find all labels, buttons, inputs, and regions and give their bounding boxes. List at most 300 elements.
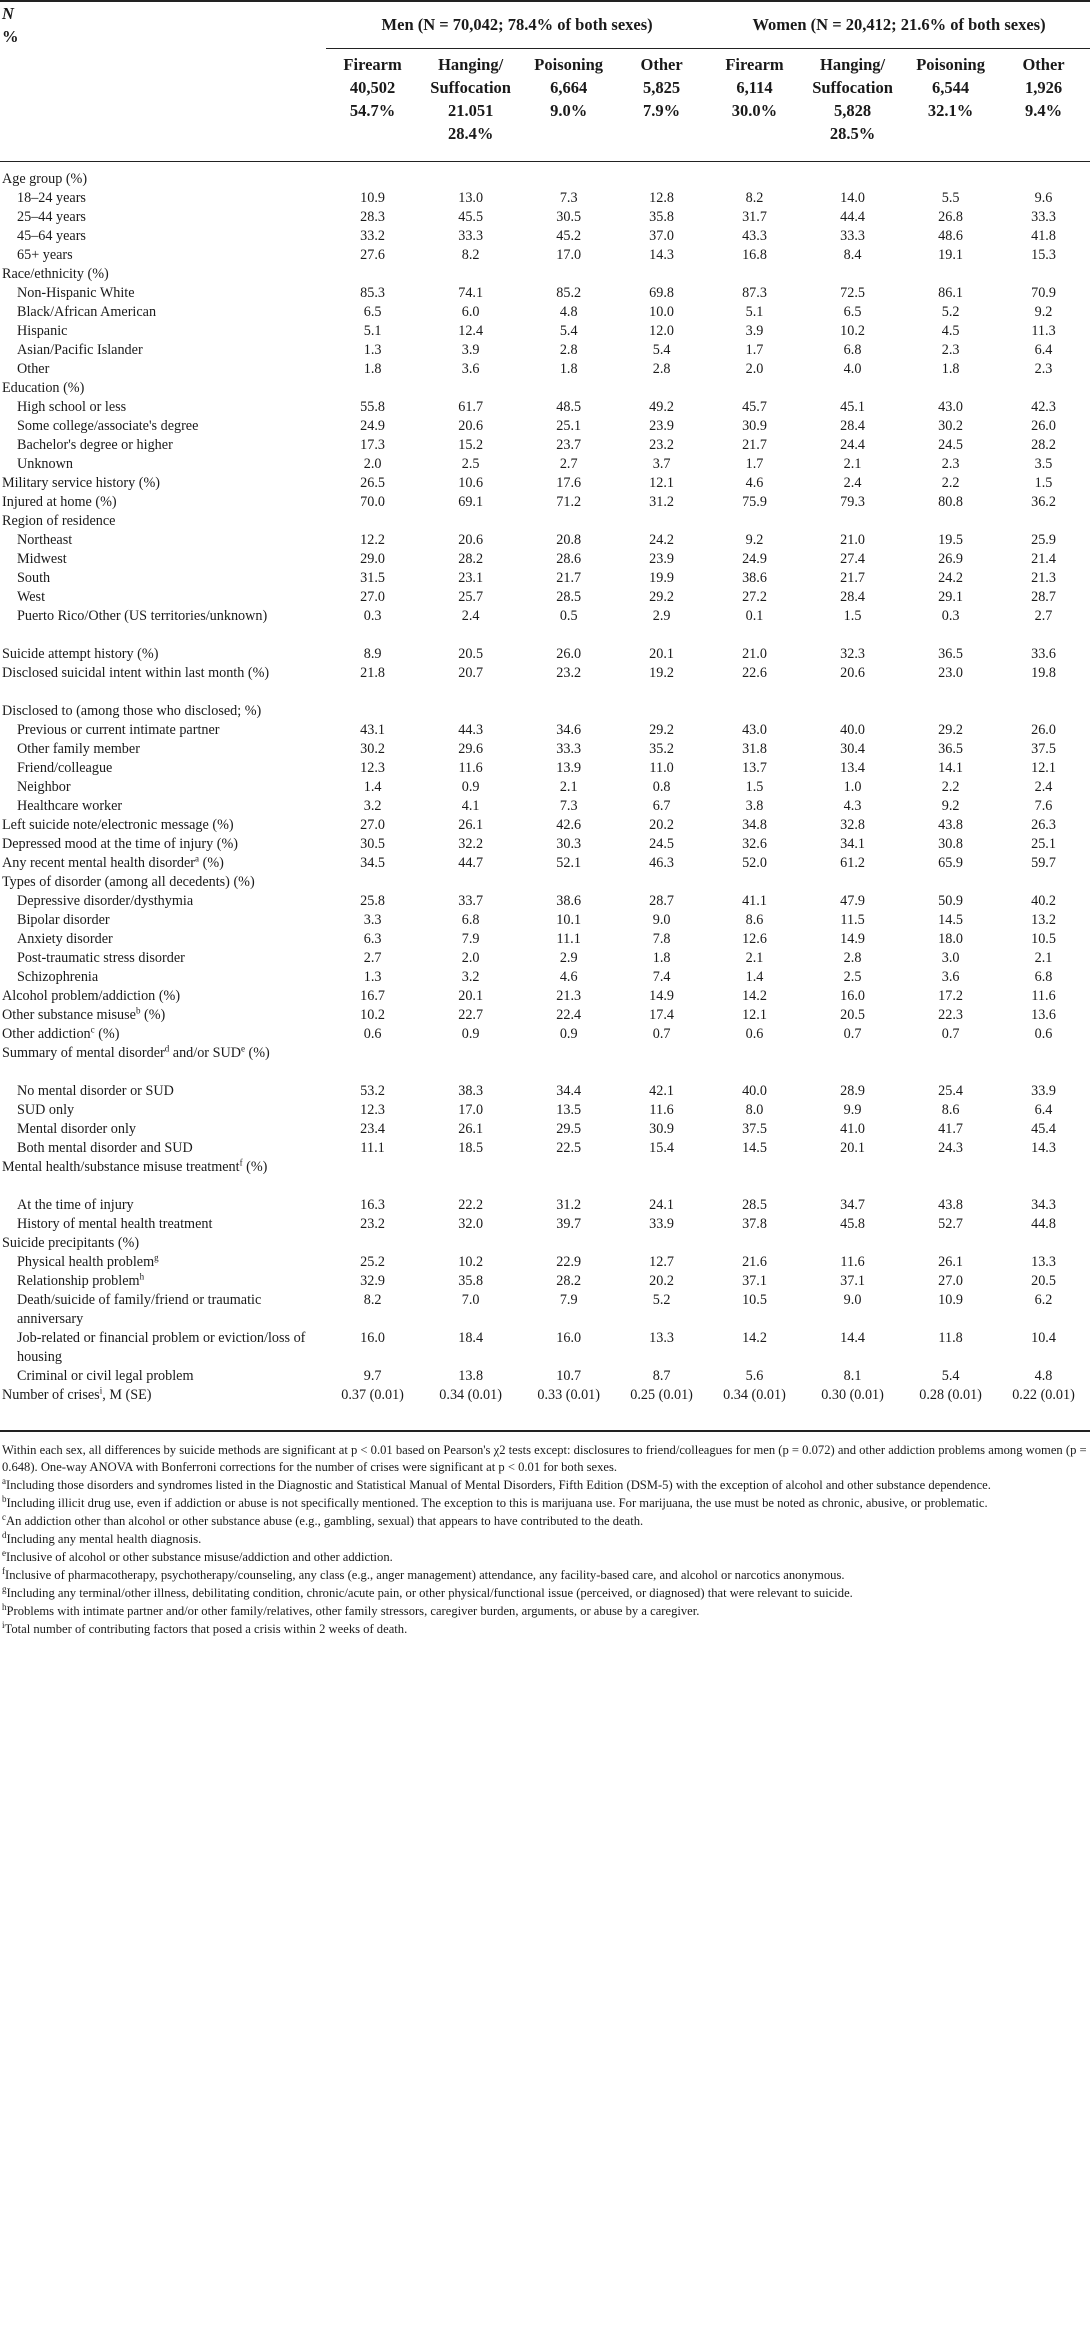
table-cell: 23.7 [556,436,582,453]
table-cell: 23.2 [360,1215,385,1232]
table-cell: 33.9 [649,1215,674,1232]
table-cell: 27.4 [840,550,865,567]
table-cell: 69.8 [649,284,674,301]
table-cell: 29.2 [938,721,963,738]
table-cell: 26.0 [1031,417,1056,434]
table-cell: 11.6 [840,1253,865,1270]
row-label [0,797,326,816]
table-cell: 31.8 [742,740,767,757]
column-header-line: 5,828 [833,100,872,120]
table-cell: 37.0 [649,227,674,244]
table-cell: 14.2 [742,1329,767,1346]
table-cell: 7.3 [559,189,578,206]
row-label-text: Depressive disorder/dysthymia [17,892,194,909]
table-cell [326,702,419,721]
table-cell [801,1158,904,1196]
row-label-text: Both mental disorder and SUD [17,1139,193,1156]
table-row [0,930,1090,949]
table-cell: 23.9 [649,550,674,567]
table-cell: 26.1 [458,816,484,833]
table-cell: 2.8 [843,949,862,966]
table-cell [522,1234,615,1253]
row-label-text: No mental disorder or SUD [17,1082,174,1099]
column-header-line: 5,825 [643,77,681,97]
table-row [0,892,1090,911]
table-row [0,1386,1090,1431]
row-label-text: 18–24 years [17,189,86,206]
table-cell: 55.8 [360,398,385,415]
table-cell: 5.1 [745,303,764,320]
table-cell: 9.2 [1034,303,1053,320]
table-cell [904,379,997,398]
table-row [0,664,1090,702]
table-cell: 2.5 [461,455,480,472]
table-cell: 6.2 [1034,1291,1053,1308]
table-cell: 23.0 [938,664,963,681]
table-cell: 4.5 [941,322,960,339]
table-cell: 47.9 [840,892,865,909]
table-cell: 25.7 [458,588,484,605]
row-label [0,588,326,607]
row-label-text: Midwest [17,550,67,567]
row-label-text: South [17,569,51,586]
table-cell: 5.1 [363,322,382,339]
row-label [0,1044,326,1082]
table-row [0,816,1090,835]
table-cell: 24.9 [742,550,767,567]
row-label-text: History of mental health treatment [17,1215,213,1232]
row-label-text: Physical health problem [17,1253,155,1270]
row-label-text: Any recent mental health disorder [2,854,196,871]
table-cell: 45.4 [1031,1120,1056,1137]
row-label [0,1234,326,1253]
row-label [0,645,326,664]
table-cell: 21.8 [360,664,385,681]
column-header-line: 9.4% [1024,100,1063,120]
table-row [0,702,1090,721]
table-cell [997,1044,1090,1082]
table-cell: 13.8 [458,1367,484,1384]
table-cell: 37.5 [1031,740,1056,757]
table-cell: 2.0 [745,360,764,377]
column-header-line: 21.051 [447,100,494,120]
row-label-text: Job-related or financial problem or eviction/loss of housing [17,1329,306,1365]
table-cell: 8.6 [941,1101,960,1118]
table-cell [522,512,615,531]
table-cell: 22.6 [742,664,767,681]
table-row [0,911,1090,930]
table-cell: 1.8 [559,360,578,377]
row-label [0,607,326,645]
table-cell: 10.5 [742,1291,767,1308]
table-cell: 31.5 [360,569,385,586]
row-label [0,930,326,949]
column-header-line: Other [640,54,683,74]
table-cell: 27.0 [360,816,385,833]
table-row [0,189,1090,208]
table-cell: 23.2 [556,664,582,681]
column-header [326,48,419,161]
row-label-text: Neighbor [17,778,71,795]
table-cell: 2.5 [843,968,862,985]
table-cell: 12.1 [649,474,674,491]
table-cell: 1.3 [363,341,382,358]
header-spacer [0,48,326,161]
table-cell [615,161,708,189]
table-cell: 17.3 [360,436,385,453]
table-cell: 32.6 [742,835,767,852]
table-cell: 36.5 [938,740,963,757]
row-label [0,854,326,873]
table-cell: 14.1 [938,759,963,776]
table-cell: 34.1 [840,835,865,852]
row-label-suffix: (%) [242,1158,268,1175]
table-cell: 2.4 [461,607,480,624]
footnote-marker: e [2,1547,6,1558]
footnote [2,1495,1088,1512]
table-cell: 5.4 [652,341,671,358]
table-cell: 2.3 [941,455,960,472]
table-cell [997,1234,1090,1253]
table-cell: 10.9 [938,1291,963,1308]
table-cell: 86.1 [938,284,963,301]
table-cell [801,702,904,721]
table-cell [522,161,615,189]
table-row [0,1196,1090,1215]
table-cell [419,873,522,892]
table-row [0,360,1090,379]
table-cell [904,1234,997,1253]
table-cell: 45.2 [556,227,582,244]
row-label [0,987,326,1006]
table-row [0,398,1090,417]
footnote-marker: c [2,1511,6,1522]
table-cell: 12.2 [360,531,385,548]
table-cell: 25.1 [556,417,582,434]
table-row [0,1006,1090,1025]
row-label [0,740,326,759]
table-row [0,531,1090,550]
table-cell: 30.5 [556,208,582,225]
table-cell: 8.0 [745,1101,764,1118]
table-cell: 40.0 [742,1082,767,1099]
table-cell [419,1044,522,1082]
table-cell: 41.1 [742,892,767,909]
table-cell: 1.5 [1034,474,1053,491]
table-cell: 30.5 [360,835,385,852]
table-row [0,550,1090,569]
table-cell: 20.5 [1031,1272,1056,1289]
table-cell: 3.7 [652,455,671,472]
table-cell [708,873,801,892]
table-cell: 0.9 [461,778,480,795]
column-header-line: Hanging/ [438,54,504,74]
table-cell: 7.9 [559,1291,578,1308]
table-cell: 11.6 [1031,987,1056,1004]
row-label [0,493,326,512]
table-row [0,227,1090,246]
table-cell: 30.9 [649,1120,674,1137]
table-cell: 27.2 [742,588,767,605]
table-row [0,474,1090,493]
row-label-text: Types of disorder (among all decedents) (%) [2,873,255,890]
row-label-text: Alcohol problem/addiction (%) [2,987,181,1004]
table-cell: 22.5 [556,1139,582,1156]
table-row [0,987,1090,1006]
row-label-text: Military service history (%) [2,474,160,491]
table-row [0,208,1090,227]
men-group-header: Men (N = 70,042; 78.4% of both sexes) [326,1,708,48]
table-cell: 3.3 [363,911,382,928]
table-cell [708,702,801,721]
table-cell: 3.8 [745,797,764,814]
table-cell: 9.2 [941,797,960,814]
row-label [0,1329,326,1367]
table-footnotes [0,1432,1090,1638]
row-label [0,1272,326,1291]
row-label [0,1158,326,1196]
table-cell: 43.3 [742,227,767,244]
row-label-text: 45–64 years [17,227,86,244]
table-cell [801,1234,904,1253]
row-label [0,702,326,721]
table-cell: 52.1 [556,854,582,871]
table-cell: 26.0 [1031,721,1056,738]
table-cell [904,873,997,892]
table-cell: 70.9 [1031,284,1056,301]
table-row [0,569,1090,588]
row-label [0,968,326,987]
table-cell: 22.4 [556,1006,582,1023]
column-header [419,48,522,161]
table-cell: 33.3 [458,227,484,244]
row-label-suffix: (%) [140,1006,166,1023]
table-cell: 7.6 [1034,797,1053,814]
row-label [0,474,326,493]
table-cell [801,873,904,892]
table-cell: 0.30 (0.01) [801,1386,904,1431]
row-label-text: Other addiction [2,1025,91,1042]
table-cell: 1.7 [745,455,764,472]
table-cell: 28.2 [556,1272,582,1289]
table-cell: 29.2 [649,588,674,605]
table-cell: 31.7 [742,208,767,225]
table-cell [419,1234,522,1253]
table-cell: 2.0 [363,455,382,472]
table-cell [326,1158,419,1196]
table-cell: 20.1 [458,987,484,1004]
table-row [0,645,1090,664]
footnote [2,1442,1088,1476]
table-cell: 2.2 [941,778,960,795]
table-cell: 0.7 [941,1025,960,1042]
row-label-text: Age group (%) [2,170,88,187]
table-cell: 20.7 [458,664,484,681]
table-cell [326,379,419,398]
row-label-suffix: (%) [94,1025,120,1042]
table-cell [708,1158,801,1196]
row-label-text: Previous or current intimate partner [17,721,220,738]
table-cell: 29.0 [360,550,385,567]
table-cell [997,265,1090,284]
table-cell: 22.7 [458,1006,484,1023]
table-cell: 34.5 [360,854,385,871]
footnote-text: Within each sex, all differences by suicide methods are significant at p < 0.01 based on Pearson's χ2 tests except: disclosures to friend/colleagues for men (p = 0.072) and other addiction problems among women (p = 0.648). One-way ANOVA with Bonferroni corrections for the number of crises were significant at p < 0.01 for both sexes. [2,1442,1087,1474]
table-cell: 0.6 [363,1025,382,1042]
table-cell [801,161,904,189]
table-cell: 1.8 [941,360,960,377]
table-cell [904,1158,997,1196]
table-cell: 21.3 [1031,569,1056,586]
row-label-text: 65+ years [17,246,73,263]
table-cell: 10.9 [360,189,385,206]
row-label [0,1006,326,1025]
table-cell: 12.4 [458,322,484,339]
table-cell: 4.3 [843,797,862,814]
row-label [0,778,326,797]
row-label [0,1082,326,1101]
footnote-marker: g [154,1251,159,1262]
row-label [0,227,326,246]
row-label-text: SUD only [17,1101,75,1118]
row-label [0,265,326,284]
table-cell: 45.5 [458,208,484,225]
column-header-line: Poisoning [916,54,985,74]
table-cell: 22.9 [556,1253,582,1270]
footnote-marker: g [2,1583,7,1594]
table-cell: 25.2 [360,1253,385,1270]
table-cell: 1.5 [843,607,862,624]
row-label-suffix: (%) [244,1044,270,1061]
table-cell: 13.4 [840,759,865,776]
table-cell: 24.2 [649,531,674,548]
table-cell: 4.8 [1034,1367,1053,1384]
row-label [0,417,326,436]
table-cell: 14.9 [649,987,674,1004]
table-cell: 8.2 [745,189,764,206]
table-cell: 13.9 [556,759,582,776]
row-label-text: Post-traumatic stress disorder [17,949,185,966]
row-label [0,322,326,341]
column-header-line: 6,114 [736,77,773,97]
table-cell [419,265,522,284]
row-label [0,550,326,569]
footnote-marker: d [2,1529,7,1540]
row-label-text: Disclosed to (among those who disclosed; %) [2,702,262,719]
table-cell: 5.6 [745,1367,764,1384]
row-label-text: Left suicide note/electronic message (%) [2,816,234,833]
table-cell [326,512,419,531]
table-cell: 87.3 [742,284,767,301]
table-cell: 19.2 [649,664,674,681]
table-cell: 23.4 [360,1120,385,1137]
row-label [0,1253,326,1272]
row-label-text: Criminal or civil legal problem [17,1367,194,1384]
row-label-suffix: , M (SE) [102,1386,152,1403]
footnote-text: Including illicit drug use, even if addiction or abuse is not specifically mentioned. The exception to this is marijuana use. For marijuana, the use must be noted as chronic, abusive, or problematic. [6,1495,988,1510]
row-label [0,1101,326,1120]
table-cell: 1.3 [363,968,382,985]
table-cell: 5.4 [941,1367,960,1384]
table-cell: 38.3 [458,1082,484,1099]
table-cell: 8.7 [652,1367,671,1384]
table-cell: 3.6 [941,968,960,985]
table-cell [801,265,904,284]
women-group-header: Women (N = 20,412; 21.6% of both sexes) [708,1,1090,48]
table-cell: 50.9 [938,892,963,909]
table-cell: 8.1 [843,1367,862,1384]
row-label [0,436,326,455]
row-label [0,1196,326,1215]
table-cell: 17.6 [556,474,582,491]
table-cell: 61.7 [458,398,484,415]
table-cell: 32.2 [458,835,484,852]
table-cell: 0.28 (0.01) [904,1386,997,1431]
table-cell: 37.1 [742,1272,767,1289]
table-cell: 24.9 [360,417,385,434]
table-cell: 42.1 [649,1082,674,1099]
footnote-text: Total number of contributing factors that posed a crisis within 2 weeks of death. [4,1621,408,1636]
table-cell: 16.7 [360,987,385,1004]
table-cell: 36.5 [938,645,963,662]
table-cell: 43.8 [938,1196,963,1213]
table-cell: 11.3 [1031,322,1056,339]
row-label-text: Bipolar disorder [17,911,110,928]
table-cell: 24.5 [938,436,963,453]
table-header [0,1,1090,161]
row-label-text: Other [17,360,50,377]
table-cell: 34.6 [556,721,582,738]
row-label-text: Summary of mental disorder [2,1044,165,1061]
table-cell [708,1234,801,1253]
corner-pct: % [2,27,19,46]
table-cell: 12.1 [1031,759,1056,776]
table-cell: 2.1 [745,949,764,966]
table-cell [615,379,708,398]
table-cell: 35.8 [649,208,674,225]
table-cell: 21.0 [840,531,865,548]
row-label-text: Healthcare worker [17,797,123,814]
table-cell [708,379,801,398]
table-row [0,1101,1090,1120]
table-cell: 61.2 [840,854,865,871]
column-header [801,48,904,161]
table-cell: 37.5 [742,1120,767,1137]
table-cell: 0.9 [461,1025,480,1042]
table-cell: 6.5 [363,303,382,320]
table-cell: 4.8 [559,303,578,320]
table-cell: 5.2 [652,1291,671,1308]
row-label-suffix: and/or SUD [169,1044,241,1061]
table-cell: 33.7 [458,892,484,909]
footnote [2,1531,1088,1548]
table-cell: 0.6 [745,1025,764,1042]
table-cell: 30.8 [938,835,963,852]
table-cell: 19.9 [649,569,674,586]
table-cell: 79.3 [840,493,865,510]
table-row [0,721,1090,740]
table-cell: 20.5 [840,1006,865,1023]
table-cell: 7.8 [652,930,671,947]
row-label [0,360,326,379]
row-label [0,873,326,892]
footnote-marker: c [90,1023,95,1034]
table-cell [615,1158,708,1196]
row-label-text: Race/ethnicity (%) [2,265,109,282]
table-cell: 1.8 [363,360,382,377]
table-cell [801,512,904,531]
row-label-text: Suicide attempt history (%) [2,645,159,662]
